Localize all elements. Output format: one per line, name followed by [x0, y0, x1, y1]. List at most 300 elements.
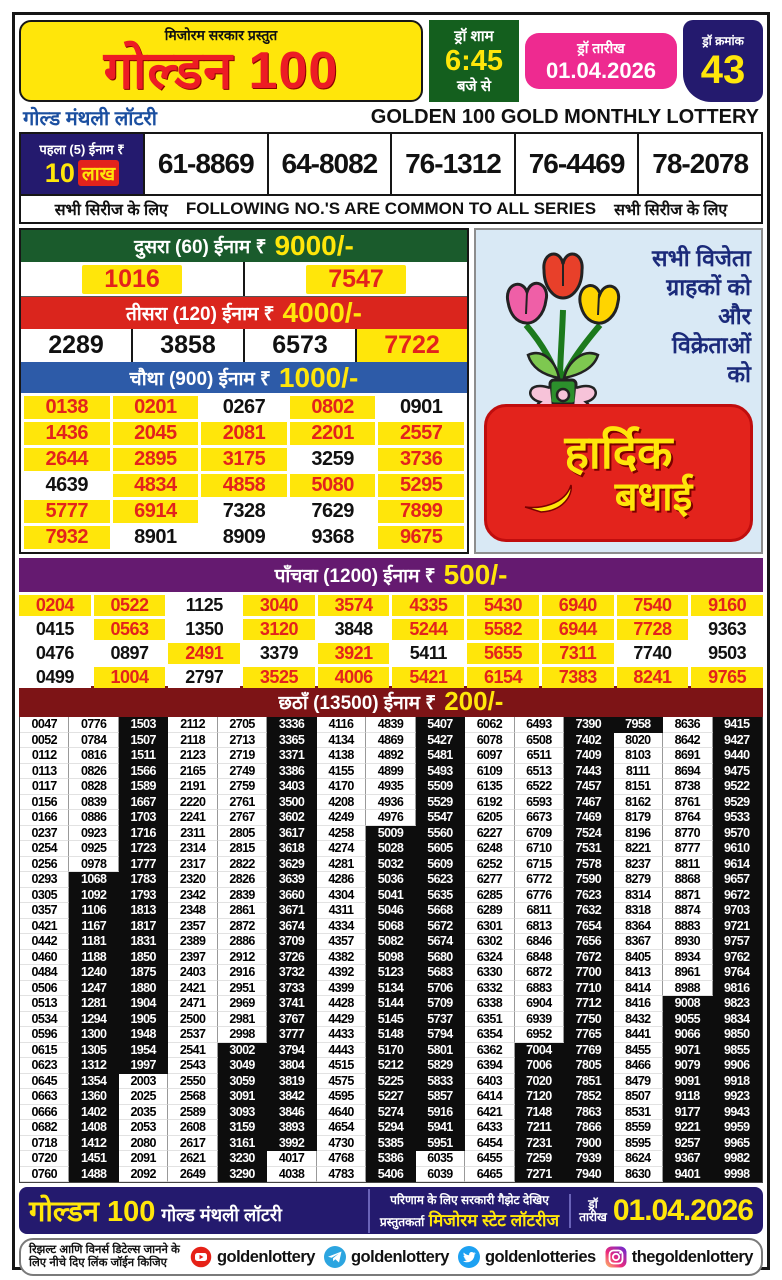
number-cell: 4392 — [317, 965, 366, 981]
number-cell: 5225 — [366, 1074, 415, 1090]
number-cell: 8630 — [614, 1167, 663, 1183]
number-cell: 8761 — [663, 795, 712, 811]
number-cell: 0113 — [20, 764, 69, 780]
number-cell: 0615 — [20, 1043, 69, 1059]
number-cell: 2165 — [168, 764, 217, 780]
number-cell: 4382 — [317, 950, 366, 966]
number-cell: 3992 — [267, 1136, 316, 1152]
number-cell: 7900 — [564, 1136, 613, 1152]
number-cell: 9079 — [663, 1058, 712, 1074]
twitter-icon — [457, 1245, 481, 1269]
number-cell: 6573 — [243, 329, 355, 362]
number-cell: 4936 — [366, 795, 415, 811]
number-cell: 5951 — [416, 1136, 465, 1152]
number-cell: 2649 — [168, 1167, 217, 1183]
second-prize-numbers — [21, 262, 467, 297]
number-cell: 2822 — [218, 857, 267, 873]
number-cell: 3091 — [218, 1089, 267, 1105]
number-cell: 3819 — [267, 1074, 316, 1090]
number-cell: 8479 — [614, 1074, 663, 1090]
number-cell: 8416 — [614, 996, 663, 1012]
number-cell: 0760 — [20, 1167, 69, 1183]
number-cell: 9943 — [713, 1105, 762, 1121]
footer-presenter-name: मिजोरम स्टेट लॉटरीज — [428, 1210, 560, 1230]
number-cell: 0596 — [20, 1027, 69, 1043]
number-cell: 9965 — [713, 1136, 762, 1152]
number-cell: 2749 — [218, 764, 267, 780]
number-cell: 4116 — [317, 717, 366, 733]
number-cell: 6403 — [465, 1074, 514, 1090]
number-cell: 0802 — [290, 396, 376, 419]
number-cell: 6939 — [515, 1012, 564, 1028]
number-cell: 7547 — [306, 265, 406, 294]
number-cell: 0623 — [20, 1058, 69, 1074]
hardik-badhai-badge — [484, 404, 753, 542]
number-cell: 6078 — [465, 733, 514, 749]
number-cell: 4639 — [24, 474, 110, 497]
number-cell: 2397 — [168, 950, 217, 966]
number-cell: 7120 — [515, 1089, 564, 1105]
number-cell: 7632 — [564, 903, 613, 919]
number-cell: 8694 — [663, 764, 712, 780]
number-cell: 2761 — [218, 795, 267, 811]
number-cell: 0166 — [20, 810, 69, 826]
number-cell: 5148 — [366, 1027, 415, 1043]
number-cell: 0776 — [69, 717, 118, 733]
number-cell: 4433 — [317, 1027, 366, 1043]
number-cell: 6772 — [515, 872, 564, 888]
number-cell: 7656 — [564, 934, 613, 950]
number-cell: 8179 — [614, 810, 663, 826]
number-cell: 8441 — [614, 1027, 663, 1043]
number-cell: 3120 — [243, 619, 315, 640]
number-cell: 2705 — [218, 717, 267, 733]
number-cell: 7866 — [564, 1120, 613, 1136]
number-cell: 3159 — [218, 1120, 267, 1136]
number-cell: 7852 — [564, 1089, 613, 1105]
number-cell: 1997 — [119, 1058, 168, 1074]
number-cell: 2543 — [168, 1058, 217, 1074]
number-cell: 7020 — [515, 1074, 564, 1090]
number-cell: 4017 — [267, 1151, 316, 1167]
number-cell: 5609 — [416, 857, 465, 873]
number-cell: 0254 — [20, 841, 69, 857]
number-cell: 9657 — [713, 872, 762, 888]
number-cell: 6301 — [465, 919, 514, 935]
number-cell: 1793 — [119, 888, 168, 904]
number-cell: 5098 — [366, 950, 415, 966]
series-note-right: सभी सिरीज के लिए — [614, 202, 728, 219]
congratulations-panel — [474, 228, 763, 554]
number-cell: 2644 — [24, 448, 110, 471]
number-cell: 8237 — [614, 857, 663, 873]
number-cell: 9816 — [713, 981, 762, 997]
number-cell: 0204 — [19, 595, 91, 616]
number-cell: 5481 — [416, 748, 465, 764]
page-title: गोल्डन 100 — [103, 41, 339, 100]
presenter-text: मिजोरम सरकार प्रस्तुत — [164, 26, 278, 43]
number-cell: 9055 — [663, 1012, 712, 1028]
number-cell: 9855 — [713, 1043, 762, 1059]
number-cell: 5674 — [416, 934, 465, 950]
number-cell: 9160 — [691, 595, 763, 616]
number-cell: 0784 — [69, 733, 118, 749]
number-cell: 1294 — [69, 1012, 118, 1028]
number-cell: 2053 — [119, 1120, 168, 1136]
number-cell: 9522 — [713, 779, 762, 795]
number-cell: 5427 — [416, 733, 465, 749]
number-cell: 4892 — [366, 748, 415, 764]
number-cell: 2317 — [168, 857, 217, 873]
number-cell: 2342 — [168, 888, 217, 904]
number-cell: 9177 — [663, 1105, 712, 1121]
number-cell: 2191 — [168, 779, 217, 795]
number-cell: 8103 — [614, 748, 663, 764]
number-cell: 0901 — [378, 396, 464, 419]
number-cell: 2608 — [168, 1120, 217, 1136]
number-cell: 5529 — [416, 795, 465, 811]
number-cell: 3732 — [267, 965, 316, 981]
number-cell: 5082 — [366, 934, 415, 950]
social-handle: thegoldenlottery — [631, 1247, 753, 1266]
number-cell: 9906 — [713, 1058, 762, 1074]
number-cell: 9066 — [663, 1027, 712, 1043]
number-cell: 6465 — [465, 1167, 514, 1183]
number-cell: 5406 — [366, 1167, 415, 1183]
draw-number-value: 43 — [700, 47, 746, 92]
number-cell: 2118 — [168, 733, 217, 749]
footer-title: गोल्डन 100 — [29, 1196, 156, 1228]
sixth-prize-header-label: छठाँ (13500) ईनाम ₹ — [278, 692, 437, 714]
number-cell: 7524 — [564, 826, 613, 842]
number-cell: 1723 — [119, 841, 168, 857]
number-cell: 2289 — [48, 331, 104, 360]
number-cell: 8466 — [614, 1058, 663, 1074]
number-cell: 6522 — [515, 779, 564, 795]
number-cell: 0421 — [20, 919, 69, 935]
number-cell: 4429 — [317, 1012, 366, 1028]
number-cell: 0826 — [69, 764, 118, 780]
number-cell: 6394 — [465, 1058, 514, 1074]
number-cell: 3040 — [243, 595, 315, 616]
number-cell: 0522 — [94, 595, 166, 616]
number-cell: 4286 — [317, 872, 366, 888]
number-cell: 1488 — [69, 1167, 118, 1183]
number-cell: 5244 — [392, 619, 464, 640]
number-cell: 6846 — [515, 934, 564, 950]
number-cell: 6811 — [515, 903, 564, 919]
number-cell: 1092 — [69, 888, 118, 904]
number-cell: 4858 — [201, 474, 287, 497]
number-cell: 0666 — [20, 1105, 69, 1121]
footer-title-group — [29, 1191, 368, 1230]
number-cell: 4834 — [113, 474, 199, 497]
number-cell: 1300 — [69, 1027, 118, 1043]
number-cell: 1188 — [69, 950, 118, 966]
number-cell: 1167 — [69, 919, 118, 935]
number-cell: 0138 — [24, 396, 110, 419]
number-cell: 9071 — [663, 1043, 712, 1059]
number-cell: 2311 — [168, 826, 217, 842]
number-cell: 6109 — [465, 764, 514, 780]
number-cell: 8221 — [614, 841, 663, 857]
number-cell: 1880 — [119, 981, 168, 997]
number-cell: 3674 — [267, 919, 316, 935]
number-cell: 4515 — [317, 1058, 366, 1074]
number-cell: 3336 — [267, 717, 316, 733]
draw-time-suffix: बजे से — [456, 78, 491, 95]
number-cell: 7457 — [564, 779, 613, 795]
number-cell: 4304 — [317, 888, 366, 904]
number-cell: 7148 — [515, 1105, 564, 1121]
number-cell: 1507 — [119, 733, 168, 749]
number-cell: 8770 — [663, 826, 712, 842]
number-cell: 2123 — [168, 748, 217, 764]
fifth-prize-header-label: पाँचवा (1200) ईनाम ₹ — [274, 566, 436, 587]
number-cell: 4311 — [317, 903, 366, 919]
number-cell: 0460 — [20, 950, 69, 966]
number-cell: 3175 — [201, 448, 287, 471]
number-cell: 7402 — [564, 733, 613, 749]
third-prize-amount: 4000/- — [282, 297, 362, 329]
footer-draw-label-word: तारीख — [579, 1209, 607, 1224]
number-cell: 1436 — [24, 422, 110, 445]
number-cell: 5411 — [392, 643, 464, 664]
number-cell: 3259 — [290, 448, 376, 471]
number-cell: 4258 — [317, 826, 366, 842]
number-cell: 4839 — [366, 717, 415, 733]
number-cell: 4428 — [317, 996, 366, 1012]
number-cell: 4208 — [317, 795, 366, 811]
number-cell: 1954 — [119, 1043, 168, 1059]
number-cell: 6709 — [515, 826, 564, 842]
number-cell: 4730 — [317, 1136, 366, 1152]
number-cell: 7531 — [564, 841, 613, 857]
number-cell: 0047 — [20, 717, 69, 733]
number-cell: 6351 — [465, 1012, 514, 1028]
number-cell: 2550 — [168, 1074, 217, 1090]
number-cell: 1831 — [119, 934, 168, 950]
number-cell: 8764 — [663, 810, 712, 826]
first-prize-number: 78-2078 — [637, 134, 761, 194]
number-cell: 5144 — [366, 996, 415, 1012]
number-cell: 3671 — [267, 903, 316, 919]
number-cell: 1503 — [119, 717, 168, 733]
number-cell: 4783 — [317, 1167, 366, 1183]
number-cell: 0415 — [19, 619, 91, 640]
number-cell: 2201 — [290, 422, 376, 445]
number-cell: 0534 — [20, 1012, 69, 1028]
instagram-icon — [604, 1245, 628, 1269]
number-cell: 9764 — [713, 965, 762, 981]
footer-draw-date-label — [579, 1198, 607, 1224]
number-cell: 2320 — [168, 872, 217, 888]
social-note-line: रिझल्ट आणि विनर्स डिटेल्स जानने के — [29, 1244, 180, 1256]
number-cell: 9475 — [713, 764, 762, 780]
number-cell: 2557 — [378, 422, 464, 445]
number-cell: 0256 — [20, 857, 69, 873]
number-cell: 3059 — [218, 1074, 267, 1090]
number-cell: 3893 — [267, 1120, 316, 1136]
number-cell: 1850 — [119, 950, 168, 966]
fifth-prize-header — [19, 558, 763, 592]
youtube-link[interactable] — [189, 1245, 315, 1269]
telegram-link[interactable] — [323, 1245, 449, 1269]
number-cell: 7590 — [564, 872, 613, 888]
number-cell: 3602 — [267, 810, 316, 826]
number-cell: 4357 — [317, 934, 366, 950]
third-prize-header-label: तीसरा (120) ईनाम ₹ — [126, 304, 275, 326]
number-cell: 8318 — [614, 903, 663, 919]
number-cell: 1566 — [119, 764, 168, 780]
badge-swash-decoration — [521, 479, 581, 513]
number-cell: 7940 — [564, 1167, 613, 1183]
number-cell: 4654 — [317, 1120, 366, 1136]
number-cell: 2389 — [168, 934, 217, 950]
instagram-link[interactable] — [604, 1245, 753, 1269]
number-cell: 6848 — [515, 950, 564, 966]
number-cell: 7443 — [564, 764, 613, 780]
sixth-prize-grid — [19, 717, 763, 1183]
number-cell: 1451 — [69, 1151, 118, 1167]
number-cell: 6421 — [465, 1105, 514, 1121]
number-cell: 3290 — [218, 1167, 267, 1183]
number-cell: 9415 — [713, 717, 762, 733]
number-cell: 9368 — [290, 526, 376, 549]
number-cell: 3365 — [267, 733, 316, 749]
number-cell: 3726 — [267, 950, 316, 966]
number-cell: 0816 — [69, 748, 118, 764]
number-cell: 6248 — [465, 841, 514, 857]
first-prize-number: 76-4469 — [514, 134, 638, 194]
number-cell: 5547 — [416, 810, 465, 826]
number-cell: 8988 — [663, 981, 712, 997]
subtitle-english: GOLDEN 100 GOLD MONTHLY LOTTERY — [370, 105, 759, 128]
number-cell: 9703 — [713, 903, 762, 919]
number-cell: 7712 — [564, 996, 613, 1012]
number-cell: 0476 — [19, 643, 91, 664]
number-cell: 9721 — [713, 919, 762, 935]
number-cell: 2035 — [119, 1105, 168, 1121]
number-cell: 5385 — [366, 1136, 415, 1152]
first-prize-number: 61-8869 — [143, 134, 267, 194]
number-cell: 6338 — [465, 996, 514, 1012]
number-cell: 8930 — [663, 934, 712, 950]
number-cell: 5041 — [366, 888, 415, 904]
number-cell: 7750 — [564, 1012, 613, 1028]
number-cell: 5046 — [366, 903, 415, 919]
number-cell: 9959 — [713, 1120, 762, 1136]
number-cell: 9672 — [713, 888, 762, 904]
number-cell: 2981 — [218, 1012, 267, 1028]
number-cell: 3161 — [218, 1136, 267, 1152]
number-cell: 5493 — [416, 764, 465, 780]
number-cell: 6511 — [515, 748, 564, 764]
number-cell: 8413 — [614, 965, 663, 981]
number-cell: 5386 — [366, 1151, 415, 1167]
first-prize-amount: 10 — [44, 157, 75, 188]
number-cell: 2767 — [218, 810, 267, 826]
number-cell: 4399 — [317, 981, 366, 997]
series-note — [19, 196, 763, 224]
number-cell: 0484 — [20, 965, 69, 981]
number-cell: 2471 — [168, 996, 217, 1012]
number-cell: 0237 — [20, 826, 69, 842]
number-cell: 7211 — [515, 1120, 564, 1136]
social-note-line: लिए नीचे दिए लिंक जॉईन किजिए — [29, 1257, 168, 1269]
number-cell: 0897 — [94, 643, 166, 664]
number-cell: 4899 — [366, 764, 415, 780]
number-cell: 1905 — [119, 1012, 168, 1028]
number-cell: 8777 — [663, 841, 712, 857]
number-cell: 1312 — [69, 1058, 118, 1074]
number-cell: 9570 — [713, 826, 762, 842]
number-cell: 3618 — [267, 841, 316, 857]
number-cell: 6362 — [465, 1043, 514, 1059]
number-cell: 7700 — [564, 965, 613, 981]
number-cell: 3709 — [267, 934, 316, 950]
number-cell: 9998 — [713, 1167, 762, 1183]
twitter-link[interactable] — [457, 1245, 596, 1269]
number-cell: 9008 — [663, 996, 712, 1012]
number-cell: 6332 — [465, 981, 514, 997]
number-cell: 6414 — [465, 1089, 514, 1105]
number-cell: 9427 — [713, 733, 762, 749]
number-cell: 4335 — [392, 595, 464, 616]
number-cell: 5134 — [366, 981, 415, 997]
number-cell: 6493 — [515, 717, 564, 733]
footer-presenter-label: प्रस्तुतकर्ता — [379, 1214, 425, 1229]
number-cell: 6035 — [416, 1151, 465, 1167]
number-cell: 8642 — [663, 733, 712, 749]
number-cell: 7863 — [564, 1105, 613, 1121]
social-handle: goldenlotteries — [484, 1247, 596, 1266]
congrats-line: ग्राहकों को — [666, 274, 751, 300]
number-cell: 1004 — [94, 667, 166, 688]
number-cell: 2541 — [168, 1043, 217, 1059]
number-cell: 7623 — [564, 888, 613, 904]
fifth-prize-amount: 500/- — [443, 559, 508, 590]
number-cell: 8241 — [617, 667, 689, 688]
number-cell: 5123 — [366, 965, 415, 981]
number-cell: 6508 — [515, 733, 564, 749]
social-handle: goldenlottery — [216, 1247, 315, 1266]
footer-gazette-group — [368, 1189, 569, 1233]
number-cell: 9533 — [713, 810, 762, 826]
number-cell: 7765 — [564, 1027, 613, 1043]
footer-draw-date: 01.04.2026 — [612, 1193, 753, 1227]
draw-date-value: 01.04.2026 — [545, 57, 657, 83]
number-cell: 1281 — [69, 996, 118, 1012]
number-cell: 0645 — [20, 1074, 69, 1090]
congrats-line: विक्रेताओं — [672, 332, 751, 358]
badge-text-line2: बधाई — [614, 475, 693, 519]
number-cell: 8868 — [663, 872, 712, 888]
number-cell: 7006 — [515, 1058, 564, 1074]
number-cell: 5683 — [416, 965, 465, 981]
number-cell: 5430 — [467, 595, 539, 616]
number-cell: 8279 — [614, 872, 663, 888]
number-cell: 5170 — [366, 1043, 415, 1059]
number-cell: 1777 — [119, 857, 168, 873]
number-cell: 2491 — [168, 643, 240, 664]
number-cell: 9257 — [663, 1136, 712, 1152]
number-cell: 1247 — [69, 981, 118, 997]
header — [19, 20, 763, 102]
number-cell: 6062 — [465, 717, 514, 733]
number-cell: 2025 — [119, 1089, 168, 1105]
number-cell: 8020 — [614, 733, 663, 749]
